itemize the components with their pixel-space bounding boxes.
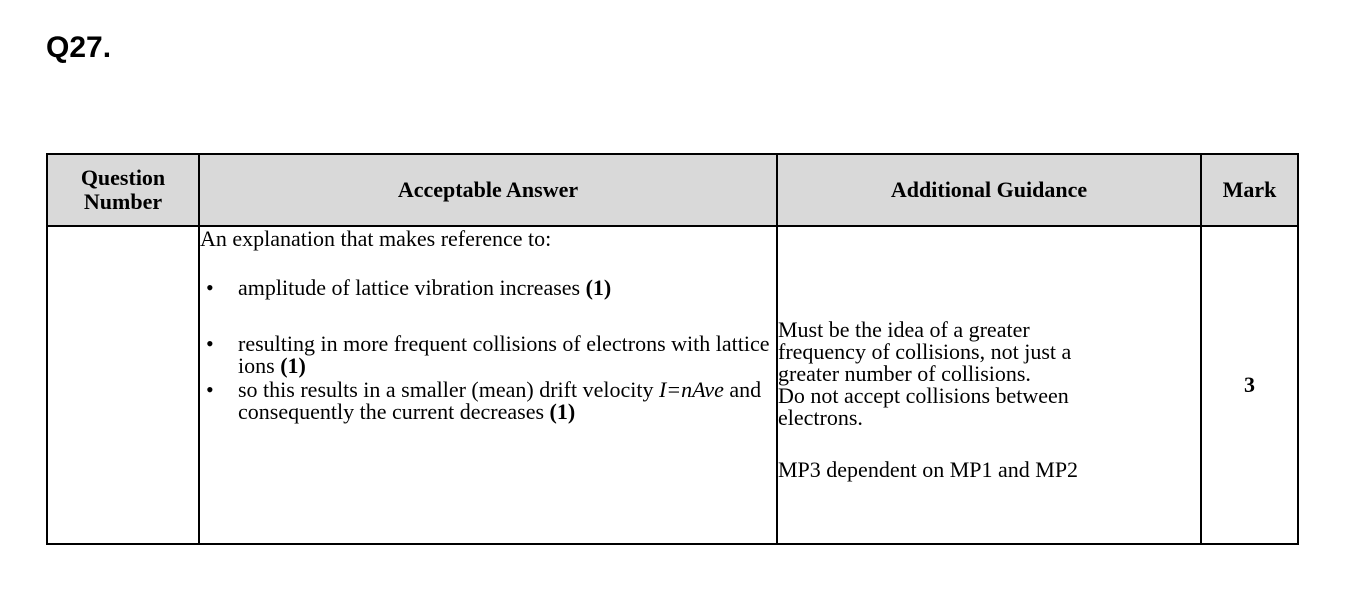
guidance-line: Do not accept collisions between [778, 383, 1069, 408]
bullet-icon: • [206, 377, 214, 402]
additional-guidance-cell [777, 226, 1201, 544]
header-row [47, 154, 1298, 226]
marking-point-text: resulting in more frequent collisions of electrons with lattice ions [238, 331, 770, 378]
marking-point [200, 379, 776, 423]
guidance-line: electrons. [778, 405, 863, 430]
header-acceptable-answer: Acceptable Answer [199, 154, 777, 226]
guidance-dependency: MP3 dependent on MP1 and MP2 [778, 457, 1079, 482]
mark-cell: 3 [1201, 226, 1298, 544]
marking-points-list [200, 277, 776, 423]
guidance-line: frequency of collisions, not just a [778, 339, 1072, 364]
mark-scheme-table [46, 153, 1299, 545]
header-question-number-line1: Question [80, 165, 166, 190]
header-mark: Mark [1201, 154, 1298, 226]
answer-intro: An explanation that makes reference to: [200, 226, 552, 251]
acceptable-answer-cell [199, 226, 777, 544]
marking-point-mark: (1) [549, 399, 576, 424]
marking-point-mark: (1) [280, 353, 306, 378]
marking-point [200, 277, 776, 299]
guidance-line: Must be the idea of a greater [778, 317, 1030, 342]
question-number-cell [47, 226, 199, 544]
marking-point-text-after: and consequently the current decreases [238, 377, 762, 424]
header-question-number-line2: Number [83, 189, 163, 214]
guidance-main [778, 227, 1200, 429]
marking-point-mark: (1) [585, 275, 612, 300]
header-question-number [47, 154, 199, 226]
current-equation: I=nAve [658, 377, 724, 402]
guidance-line: greater number of collisions. [778, 361, 1031, 386]
bullet-icon: • [206, 331, 214, 356]
marking-point-text: amplitude of lattice vibration increases [238, 275, 586, 300]
answer-row [47, 226, 1298, 544]
bullet-icon: • [206, 275, 214, 300]
marking-point-text-before: so this results in a smaller (mean) drift velocity [238, 377, 659, 402]
marking-point [200, 333, 776, 377]
question-title: Q27. [46, 31, 112, 64]
header-additional-guidance: Additional Guidance [777, 154, 1201, 226]
